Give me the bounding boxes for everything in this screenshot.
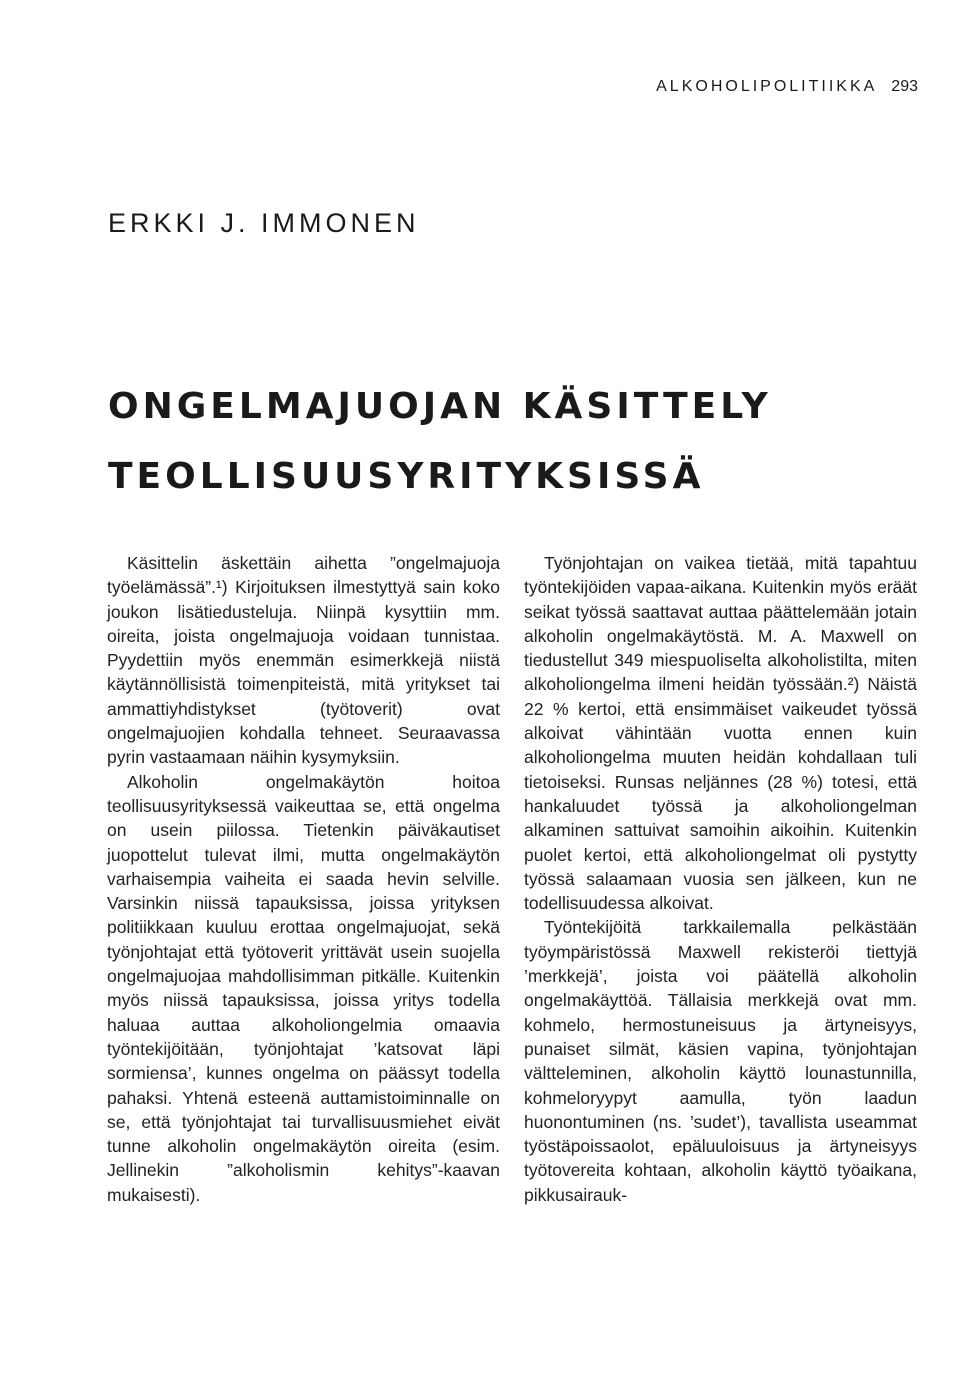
author-name: ERKKI J. IMMONEN — [108, 208, 420, 238]
title-line-1: ONGELMAJUOJAN KÄSITTELY — [108, 386, 772, 427]
article-title — [108, 372, 772, 512]
title-line-2: TEOLLISUUSYRITYKSISSÄ — [108, 456, 705, 497]
paragraph: Alkoholin ongelmakäytön hoitoa teollisuusyrityksessä vaikeuttaa se, että ongelma on usein piilossa. Tietenkin päiväkautiset juopottelut tulevat ilmi, mutta ongelmakäytön varhaisempia vaiheita ei saada hevin selville. Varsinkin niissä tapauksissa, joissa yrityksen politiikkaan kuuluu erottaa ongelmajuojat, sekä työnjohtajat että työtoverit yrittävät usein suojella ongelmajuojaa mahdollisimman pitkälle. Kuitenkin myös niissä tapauksissa, joissa yritys todella haluaa auttaa alkoholiongelmia omaavia työntekijöitään, työnjohtajat ’katsovat läpi sormiensa’, kunnes ongelma on päässyt todella pahaksi. Yhtenä esteenä auttamistoiminnalle on se, että työnjohtajat tai turvallisuusmiehet eivät tunne alkoholin ongelmakäytön oireita (esim. Jellinekin ”alkoholismin kehitys”-kaavan mukaisesti). — [107, 771, 500, 1205]
page-number: 293 — [891, 78, 918, 95]
running-head-title: ALKOHOLIPOLITIIKKA — [656, 78, 878, 95]
right-column — [524, 551, 917, 1207]
paragraph: Työnjohtajan on vaikea tietää, mitä tapahtuu työntekijöiden vapaa-aikana. Kuitenkin myös eräät seikat työssä saattavat auttaa päättelemään jotain alkoholin ongelmakäytöstä. M. A. Maxwell on tiedustellut 349 miespuoliselta alkoholistilta, miten alkoholiongelma ilmeni heidän työssään.²) Näistä 22 % kertoi, että ensimmäiset vaikeudet työssä alkoivat vähintään vuotta ennen kuin alkoholiongelma muuten heidän kohdallaan tuli tietoiseksi. Runsas neljännes (28 %) totesi, että hankaluudet työssä ja alkoholiongelman alkaminen sattuivat samoihin aikoihin. Kuitenkin puolet kertoi, että alkoholiongelmat oli pystytty työssä salaamaan vuosia sen jälkeen, kun ne todellisuudessa alkoivat. — [524, 553, 917, 914]
left-column — [107, 551, 500, 1207]
paragraph: Käsittelin äskettäin aihetta ”ongelmajuoja työelämässä”.¹) Kirjoituksen ilmestyttyä sain koko joukon lisätiedusteluja. Niinpä kysyttiin mm. oireita, joista ongelmajuoja voidaan tunnistaa. Pyydettiin myös enemmän esimerkkejä niistä käytännöllisistä toimenpiteistä, mitä yritykset tai ammattiyhdistykset (työtoverit) ovat ongelmajuojien kohdalla tehneet. Seuraavassa pyrin vastaamaan näihin kysymyksiin. — [107, 553, 500, 768]
paragraph: Työntekijöitä tarkkailemalla pelkästään työympäristössä Maxwell rekisteröi tiettyjä ’merkkejä’, joista voi päätellä alkoholin ongelmakäyttöä. Tällaisia merkkejä ovat mm. kohmelo, hermostuneisuus ja ärtyneisyys, punaiset silmät, käsien vapina, työnjohtajan välttelеminen, alkoholin käyttö lounastunnilla, kohmeloryypyt aamulla, työn laadun huonontuminen (ns. ’sudet’), tavallista useammat työstäpoissaolot, epäluuloisuus ja ärtyneisyys työtovereita kohtaan, alkoholin käyttö työaikana, pikkusairauk- — [524, 917, 917, 1205]
running-head — [656, 78, 918, 96]
